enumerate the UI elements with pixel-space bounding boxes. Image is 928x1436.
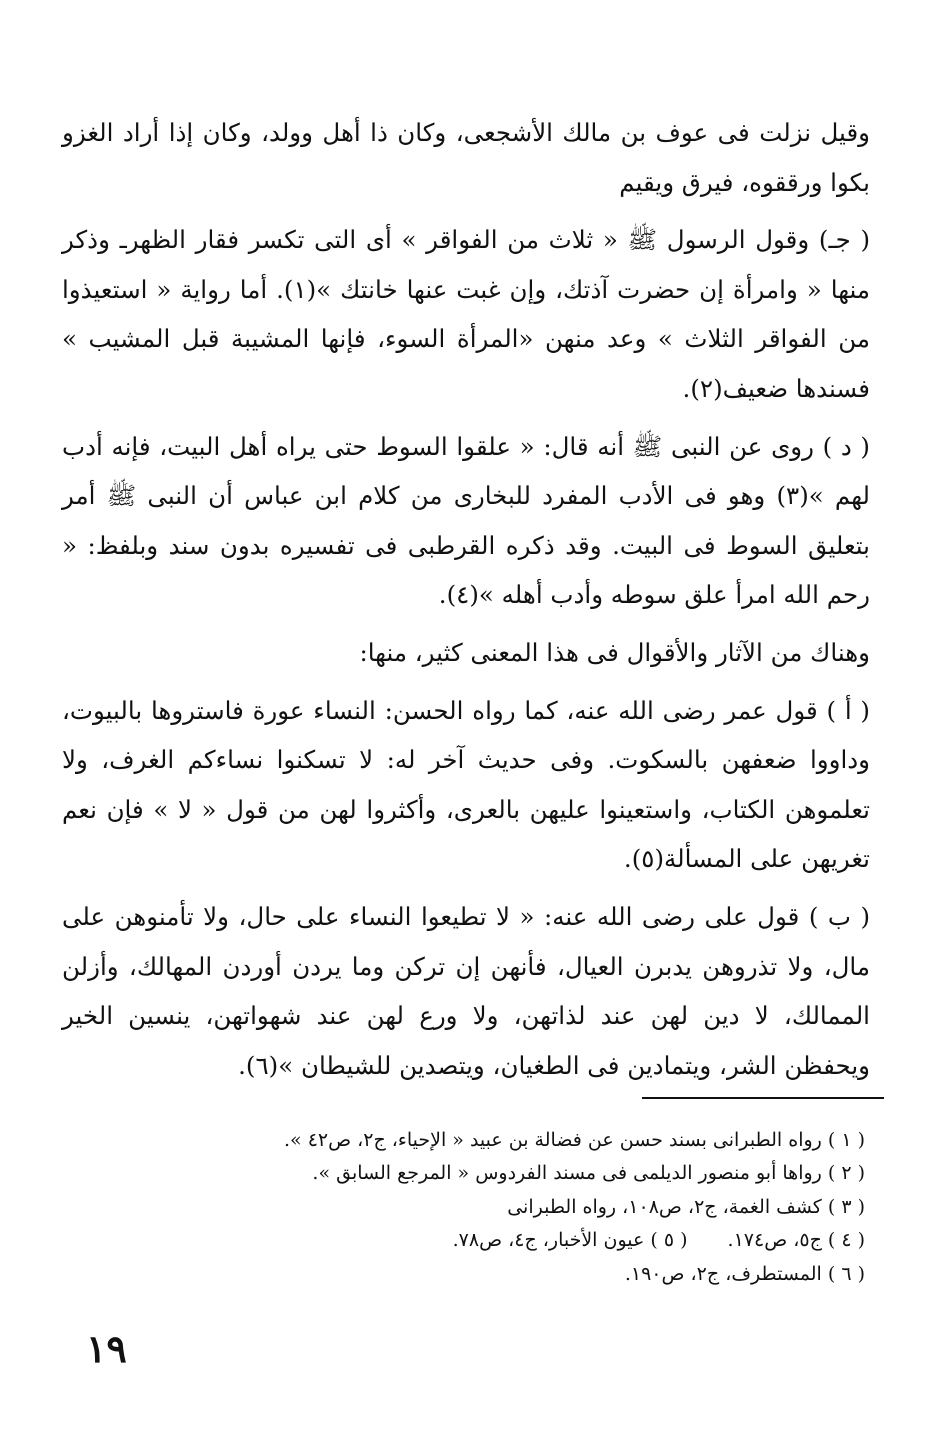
footnote-row <box>120 1224 865 1257</box>
footnote-divider <box>642 1097 884 1099</box>
paragraph: وقيل نزلت فى عوف بن مالك الأشجعى، وكان ذا أهل وولد، وكان إذا أراد الغزو بكوا ورققوه، فيرق ويقيم <box>62 118 870 197</box>
paragraph: ( جـ) وقول الرسول ﷺ « ثلاث من الفواقر » أى التى تكسر فقار الظهرـ وذكر منها « وامرأة إن حضرت آذتك، وإن غبت عنها خانتك »(١). أما رواية « استعيذوا من الفواقر الثلاث » وعد منهن «المرأة السوء، فإنها المشيبة قبل المشيب » فسندها ضعيف(٢). <box>62 225 870 403</box>
footnote: ( ٢ ) رواها أبو منصور الديلمى فى مسند الفردوس « المرجع السابق ». <box>312 1162 865 1185</box>
footnote: ( ٣ ) كشف الغمة، ج٢، ص١٠٨، رواه الطبرانى <box>507 1195 865 1218</box>
footnote: ( ١ ) رواه الطبرانى بسند حسن عن فضالة بن عبيد « الإحياء، ج٢، ص٤٢ ». <box>283 1129 865 1151</box>
footnote: ( ٤ ) ج٥، ص١٧٤. <box>727 1229 865 1252</box>
paragraph: ( ب ) قول على رضى الله عنه: « لا تطيعوا النساء على حال، ولا تأمنوهن على مال، ولا تذروهن يدبرن العيال، فأنهن إن تركن وما يردن أوردن المهالك، وأزلن الممالك، لا دين لهن عند لذاتهن، ولا ورع لهن عند شهواتهن، ينسين الخير ويحفظن الشر، ويتمادين فى الطغيان، ويتصدين للشيطان »(٦). <box>62 901 870 1080</box>
footnote: ( ٦ ) المستطرف، ج٢، ص١٩٠. <box>624 1262 865 1285</box>
page-number: ١٩ <box>86 1326 127 1371</box>
footnote: ( ٥ ) عيون الأخبار، ج٤، ص٧٨. <box>452 1229 688 1252</box>
main-text <box>62 108 870 1090</box>
paragraph: ( أ ) قول عمر رضى الله عنه، كما رواه الحسن: النساء عورة فاستروها بالبيوت، وداووا ضعفهن بالسكوت. وفى حديث آخر له: لا تسكنوا نساءكم الغرف، ولا تعلموهن الكتاب، واستعينوا عليهن بالعرى، وأكثروا لهن من قول « لا » فإن نعم تغريهن على المسألة(٥). <box>62 695 870 874</box>
paragraph: ( د ) روى عن النبى ﷺ أنه قال: « علقوا السوط حتى يراه أهل البيت، فإنه أدب لهم »(٣) وهو فى الأدب المفرد للبخارى من كلام ابن عباس أن النبى ﷺ أمر بتعليق السوط فى البيت. وقد ذكره القرطبى فى تفسيره بدون سند وبلفظ: « رحم الله امرأ علق سوطه وأدب أهله »(٤). <box>62 431 870 610</box>
paragraph: وهناك من الآثار والأقوال فى هذا المعنى كثير، منها: <box>359 637 870 667</box>
footnotes <box>120 1124 865 1291</box>
